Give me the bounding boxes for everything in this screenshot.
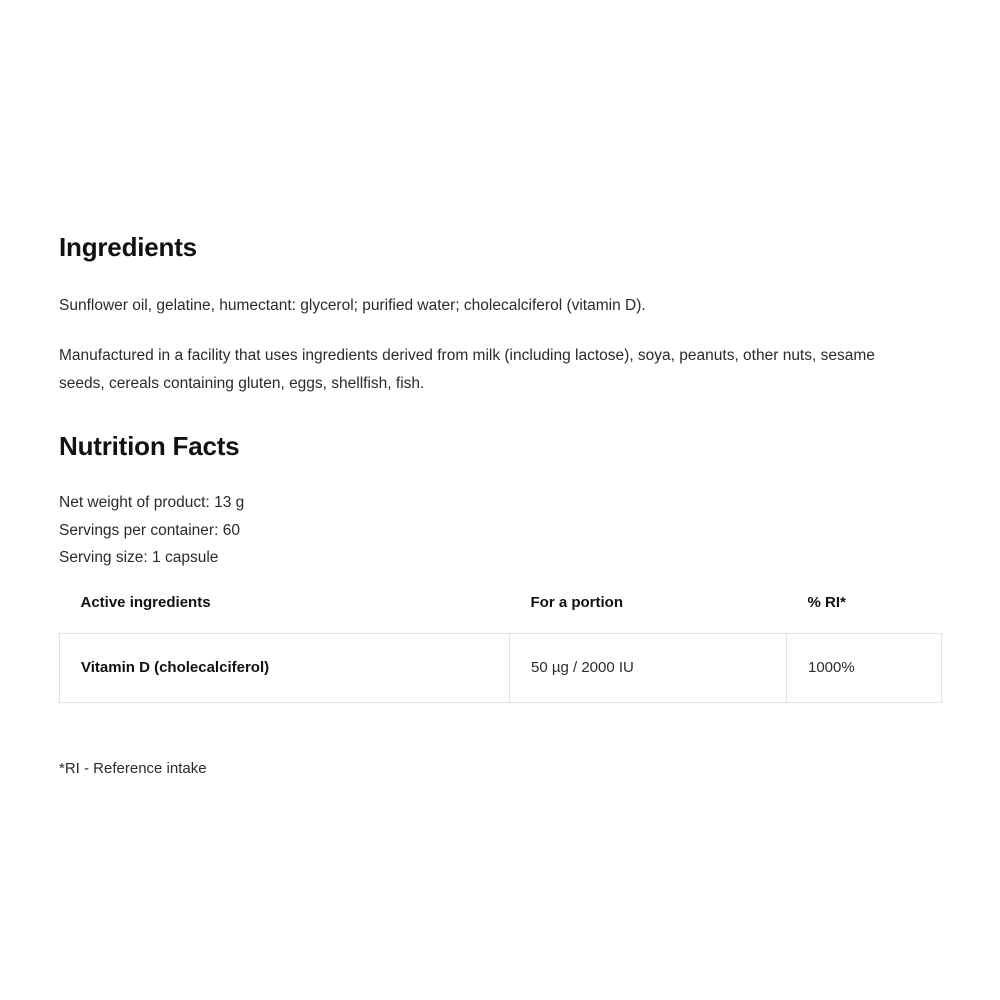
serving-info-list [59, 489, 941, 572]
allergen-statement-text: Manufactured in a facility that uses ingredients derived from milk (including lactose), soya, peanuts, other nuts, sesame seeds, cereals containing gluten, eggs, shellfish, fish. [59, 347, 875, 392]
net-weight-line: Net weight of product: 13 g [59, 494, 245, 511]
table-header-row [60, 594, 942, 634]
column-header-active-ingredients: Active ingredients [80, 593, 211, 611]
nutrition-table-wrapper [59, 594, 941, 703]
cell-ingredient-name: Vitamin D (cholecalciferol) [60, 633, 510, 702]
nutrition-table [59, 594, 942, 703]
nutrition-table-head [60, 594, 942, 634]
serving-size-line: Serving size: 1 capsule [59, 549, 219, 566]
ingredients-list-text: Sunflower oil, gelatine, humectant: glycerol; purified water; cholecalciferol (vitamin D). [59, 297, 646, 314]
ingredients-heading: Ingredients [59, 232, 197, 262]
cell-portion-amount: 50 µg / 2000 IU [510, 633, 787, 702]
reference-intake-footnote: *RI - Reference intake [59, 759, 207, 777]
column-header-for-a-portion: For a portion [530, 593, 623, 611]
table-row [60, 633, 942, 702]
nutrition-table-body [60, 633, 942, 702]
nutrition-facts-heading: Nutrition Facts [59, 431, 240, 461]
cell-percent-ri: 1000% [787, 633, 942, 702]
column-header-percent-ri: % RI* [807, 593, 846, 611]
servings-per-container-line: Servings per container: 60 [59, 521, 240, 539]
